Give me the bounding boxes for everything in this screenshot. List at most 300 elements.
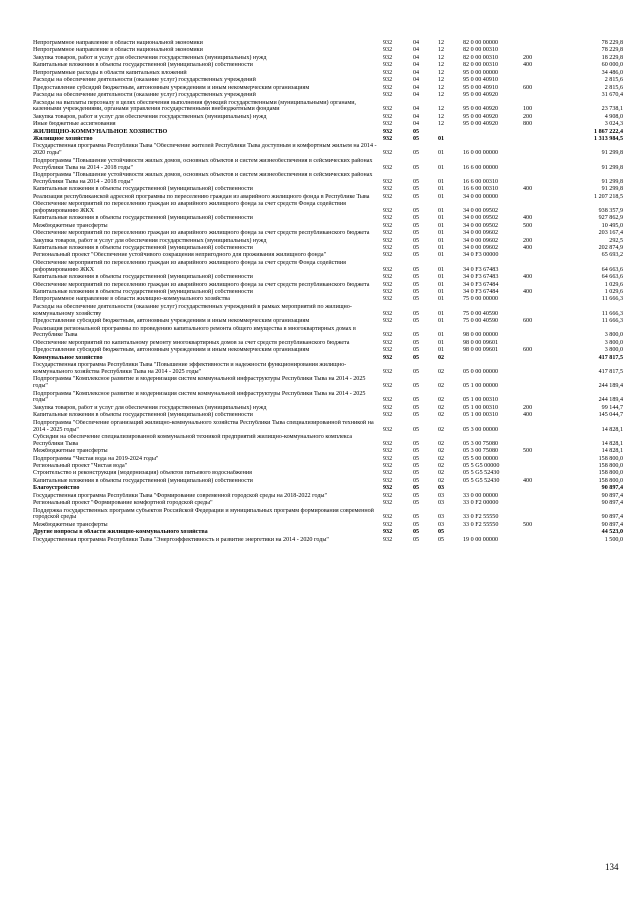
section-code: 05 bbox=[413, 470, 420, 477]
amount: 3 800,0 bbox=[604, 347, 623, 354]
subsection-code: 01 bbox=[438, 178, 445, 185]
target-article-code: 95 0 00 40910 bbox=[463, 84, 499, 91]
subsection-code: 02 bbox=[438, 412, 445, 419]
row-name: ЖИЛИЩНО-КОММУНАЛЬНОЕ ХОЗЯЙСТВО bbox=[33, 128, 168, 135]
ved-code: 932 bbox=[383, 339, 393, 346]
ved-code: 932 bbox=[383, 477, 393, 484]
amount: 14 828,1 bbox=[601, 448, 623, 455]
ved-code: 932 bbox=[383, 289, 393, 296]
amount: 11 666,3 bbox=[601, 310, 623, 317]
table-row bbox=[33, 456, 623, 463]
amount: 11 666,3 bbox=[601, 318, 623, 325]
ved-code: 932 bbox=[383, 318, 393, 325]
expense-type-code bbox=[523, 326, 551, 340]
expense-type-code bbox=[523, 136, 551, 143]
row-name: Капитальные вложения в объекты государственной (муниципальной) собственности bbox=[33, 245, 253, 252]
target-article-code: 34 0 00 00000 bbox=[463, 193, 499, 200]
expense-type-code bbox=[523, 129, 551, 136]
row-name: Подпрограмма "Комплексное развитие и модернизация систем коммунальной инфраструктуры Республики Тыва на 2014 - 2025 годы" bbox=[33, 390, 366, 404]
ved-code: 932 bbox=[383, 354, 393, 361]
ved-code: 932 bbox=[383, 230, 393, 237]
amount: 99 144,7 bbox=[601, 404, 623, 411]
expense-type-code bbox=[523, 172, 551, 186]
target-article-code: 95 0 00 40920 bbox=[463, 106, 499, 113]
amount: 158 800,0 bbox=[598, 463, 623, 470]
table-row bbox=[33, 40, 623, 47]
section-code: 05 bbox=[413, 128, 420, 135]
ved-code: 932 bbox=[383, 193, 393, 200]
subsection-code: 01 bbox=[438, 281, 445, 288]
ved-code: 932 bbox=[383, 470, 393, 477]
row-name: Капитальные вложения в объекты государственной (муниципальной) собственности bbox=[33, 215, 253, 222]
target-article-code: 98 0 00 09601 bbox=[463, 347, 499, 354]
target-article-code: 05 1 00 00000 bbox=[463, 383, 499, 390]
row-name: Государственная программа Республики Тыва "Обеспечение жителей Республики Тыва доступным и комфортным жильем на 2014 - 2020 годы" bbox=[33, 143, 377, 157]
amount: 244 189,4 bbox=[598, 397, 623, 404]
target-article-code: 34 0 00 09502 bbox=[463, 207, 499, 214]
table-row bbox=[33, 355, 623, 362]
ved-code: 932 bbox=[383, 92, 393, 99]
expense-type-code bbox=[523, 508, 551, 522]
table-row bbox=[33, 478, 623, 485]
expense-type-code bbox=[523, 529, 551, 536]
table-row bbox=[33, 47, 623, 54]
subsection-code: 01 bbox=[438, 310, 445, 317]
row-name: Закупка товаров, работ и услуг для обеспечения государственных (муниципальных) нужд bbox=[33, 113, 267, 120]
section-code: 04 bbox=[413, 62, 420, 69]
subsection-code: 03 bbox=[438, 521, 445, 528]
target-article-code: 05 1 00 00310 bbox=[463, 404, 499, 411]
target-article-code: 75 0 00 40590 bbox=[463, 318, 499, 325]
amount: 90 897,4 bbox=[601, 485, 623, 492]
section-code: 05 bbox=[413, 463, 420, 470]
row-name: Государственная программа Республики Тыва "Энергоэффективность и развитие энергетики на 2014 - 2020 годы" bbox=[33, 536, 329, 543]
expense-type-code bbox=[523, 456, 551, 463]
amount: 78 229,8 bbox=[601, 47, 623, 54]
section-code: 05 bbox=[413, 368, 420, 375]
subsection-code: 12 bbox=[438, 77, 445, 84]
ved-code: 932 bbox=[383, 222, 393, 229]
target-article-code: 34 0 00 09602 bbox=[463, 245, 499, 252]
ved-code: 932 bbox=[383, 521, 393, 528]
target-article-code: 05 1 00 00310 bbox=[463, 397, 499, 404]
expense-type-code: 500 bbox=[523, 222, 533, 229]
expense-type-code: 200 bbox=[523, 404, 533, 411]
expense-type-code bbox=[523, 40, 551, 47]
amount: 1 867 222,4 bbox=[594, 128, 623, 135]
section-code: 04 bbox=[413, 54, 420, 61]
section-code: 05 bbox=[413, 207, 420, 214]
ved-code: 932 bbox=[383, 40, 393, 46]
amount: 44 523,0 bbox=[601, 529, 623, 536]
expense-type-code: 400 bbox=[523, 215, 533, 222]
table-row bbox=[33, 296, 623, 303]
amount: 2 815,6 bbox=[604, 77, 623, 84]
subsection-code: 01 bbox=[438, 215, 445, 222]
section-code: 04 bbox=[413, 121, 420, 128]
amount: 23 738,1 bbox=[601, 106, 623, 113]
table-row bbox=[33, 391, 623, 405]
subsection-code: 12 bbox=[438, 106, 445, 113]
table-row bbox=[33, 136, 623, 143]
target-article-code: 82 0 00 00310 bbox=[463, 47, 499, 54]
target-article-code: 95 0 00 40920 bbox=[463, 113, 499, 120]
subsection-code: 02 bbox=[438, 354, 445, 361]
amount: 145 044,7 bbox=[598, 412, 623, 419]
section-code: 04 bbox=[413, 47, 420, 54]
expense-type-code: 800 bbox=[523, 121, 533, 128]
row-name: Капитальные вложения в объекты государственной (муниципальной) собственности bbox=[33, 186, 253, 193]
subsection-code: 01 bbox=[438, 274, 445, 281]
amount: 1 029,6 bbox=[604, 281, 623, 288]
amount: 158 800,0 bbox=[598, 470, 623, 477]
target-article-code: 19 0 00 00000 bbox=[463, 536, 499, 543]
table-row bbox=[33, 470, 623, 477]
amount: 91 299,8 bbox=[601, 186, 623, 193]
target-article-code: 33 0 F2 00000 bbox=[463, 500, 499, 507]
expense-type-code: 400 bbox=[523, 245, 533, 252]
expense-type-code: 400 bbox=[523, 274, 533, 281]
subsection-code: 03 bbox=[438, 492, 445, 499]
ved-code: 932 bbox=[383, 500, 393, 507]
ved-code: 932 bbox=[383, 448, 393, 455]
expense-type-code bbox=[523, 158, 551, 172]
row-name: Непрограммное направление в области жилищно-коммунального хозяйства bbox=[33, 296, 230, 303]
section-code: 05 bbox=[413, 500, 420, 507]
section-code: 04 bbox=[413, 106, 420, 113]
amount: 244 189,4 bbox=[598, 383, 623, 390]
target-article-code bbox=[463, 136, 523, 143]
subsection-code: 01 bbox=[438, 193, 445, 200]
target-article-code bbox=[463, 129, 523, 136]
amount: 91 299,8 bbox=[601, 178, 623, 185]
table-row bbox=[33, 529, 623, 536]
ved-code: 932 bbox=[383, 485, 393, 492]
table-row bbox=[33, 92, 623, 99]
section-code: 05 bbox=[413, 485, 420, 492]
amount: 3 800,0 bbox=[604, 339, 623, 346]
expense-type-code: 400 bbox=[523, 477, 533, 484]
amount: 31 670,4 bbox=[601, 92, 623, 99]
subsection-code: 01 bbox=[438, 266, 445, 273]
expense-type-code bbox=[523, 500, 551, 507]
ved-code: 932 bbox=[383, 368, 393, 375]
subsection-code: 01 bbox=[438, 207, 445, 214]
table-row bbox=[33, 172, 623, 186]
section-code: 05 bbox=[413, 412, 420, 419]
expense-type-code bbox=[523, 420, 551, 434]
table-row bbox=[33, 522, 623, 529]
subsection-code: 02 bbox=[438, 463, 445, 470]
amount: 78 229,8 bbox=[601, 40, 623, 46]
ved-code: 932 bbox=[383, 62, 393, 69]
ved-code: 932 bbox=[383, 347, 393, 354]
row-name: Расходы на выплаты персоналу в целях обеспечения выполнения функций государственными (муниципальными) органами, казенными учреждениями, органами управления государственными внебюджетными фондами bbox=[33, 99, 356, 113]
table-row bbox=[33, 201, 623, 215]
subsection-code: 01 bbox=[438, 252, 445, 259]
target-article-code: 16 6 00 00310 bbox=[463, 186, 499, 193]
row-name: Благоустройство bbox=[33, 485, 80, 492]
expense-type-code: 600 bbox=[523, 347, 533, 354]
subsection-code: 12 bbox=[438, 84, 445, 91]
row-name: Подпрограмма "Обеспечение организаций жилищно-коммунального хозяйства Республики Тыва специализированной техникой на 2014 - 2025 годы" bbox=[33, 419, 374, 433]
ved-code: 932 bbox=[383, 281, 393, 288]
table-row bbox=[33, 186, 623, 193]
section-code: 05 bbox=[413, 252, 420, 259]
table-row bbox=[33, 362, 623, 376]
ved-code: 932 bbox=[383, 186, 393, 193]
table-row bbox=[33, 245, 623, 252]
subsection-code: 03 bbox=[438, 500, 445, 507]
target-article-code: 05 3 00 75080 bbox=[463, 448, 499, 455]
table-row bbox=[33, 223, 623, 230]
section-code: 05 bbox=[413, 383, 420, 390]
target-article-code: 95 0 00 40920 bbox=[463, 92, 499, 99]
ved-code: 932 bbox=[383, 412, 393, 419]
expense-type-code bbox=[523, 70, 551, 77]
ved-code: 932 bbox=[383, 69, 393, 76]
ved-code: 932 bbox=[383, 296, 393, 303]
amount: 91 299,8 bbox=[601, 164, 623, 171]
amount: 90 897,4 bbox=[601, 500, 623, 507]
amount: 158 800,0 bbox=[598, 455, 623, 462]
ved-code: 932 bbox=[383, 150, 393, 157]
section-code: 05 bbox=[413, 397, 420, 404]
subsection-code bbox=[438, 129, 463, 136]
table-row bbox=[33, 304, 623, 318]
table-row bbox=[33, 500, 623, 507]
subsection-code: 05 bbox=[438, 529, 445, 536]
row-name: Иные бюджетные ассигнования bbox=[33, 121, 116, 128]
target-article-code: 05 5 G5 52430 bbox=[463, 477, 500, 484]
target-article-code: 05 1 00 00310 bbox=[463, 412, 499, 419]
amount: 4 908,0 bbox=[604, 113, 623, 120]
subsection-code: 05 bbox=[438, 536, 445, 543]
row-name: Поддержка государственных программ субъектов Российской Федерации и муниципальных программ формирования современной городской среды bbox=[33, 507, 374, 521]
row-name: Непрограммное направление в области национальной экономики bbox=[33, 40, 203, 46]
target-article-code: 16 6 00 00310 bbox=[463, 178, 499, 185]
target-article-code: 34 0 00 09502 bbox=[463, 222, 499, 229]
table-row bbox=[33, 194, 623, 201]
table-row bbox=[33, 412, 623, 419]
row-name: Обеспечение мероприятий по переселению граждан из аварийного жилищного фонда за счет средств республиканского бюджета bbox=[33, 281, 370, 288]
row-name: Закупка товаров, работ и услуг для обеспечения государственных (муниципальных) нужд bbox=[33, 237, 267, 244]
page-number: 134 bbox=[605, 862, 619, 872]
amount: 2 815,6 bbox=[604, 84, 623, 91]
ved-code: 932 bbox=[383, 266, 393, 273]
row-name: Государственная программа Республики Тыва "Повышение эффективности и надежности функционирования жилищно-коммунального хозяйства Республики Тыва на 2014 - 2025 годы" bbox=[33, 362, 347, 375]
target-article-code: 16 6 00 00000 bbox=[463, 164, 499, 171]
amount: 292,5 bbox=[609, 237, 623, 244]
target-article-code: 95 0 00 40910 bbox=[463, 77, 499, 84]
table-row bbox=[33, 420, 623, 434]
expense-type-code bbox=[523, 230, 551, 237]
target-article-code: 34 0 00 09502 bbox=[463, 215, 499, 222]
expense-type-code: 500 bbox=[523, 448, 533, 455]
table-row bbox=[33, 230, 623, 237]
table-row bbox=[33, 347, 623, 354]
ved-code: 932 bbox=[383, 207, 393, 214]
expense-type-code: 600 bbox=[523, 84, 533, 91]
expense-type-code: 200 bbox=[523, 113, 533, 120]
expense-type-code bbox=[523, 296, 551, 303]
row-name: Предоставление субсидий бюджетным, автономным учреждениям и иным некоммерческим организациям bbox=[33, 318, 310, 325]
ved-code: 932 bbox=[383, 404, 393, 411]
target-article-code: 34 0 00 09602 bbox=[463, 230, 499, 237]
ved-code: 932 bbox=[383, 84, 393, 91]
table-row bbox=[33, 260, 623, 274]
section-code: 05 bbox=[413, 274, 420, 281]
target-article-code bbox=[463, 485, 523, 492]
section-code: 05 bbox=[413, 281, 420, 288]
subsection-code: 03 bbox=[438, 514, 445, 521]
section-code: 04 bbox=[413, 92, 420, 99]
table-row bbox=[33, 85, 623, 92]
amount: 60 000,0 bbox=[601, 62, 623, 69]
expense-type-code bbox=[523, 194, 551, 201]
ved-code: 932 bbox=[383, 128, 393, 135]
section-code: 05 bbox=[413, 404, 420, 411]
target-article-code: 98 0 00 09601 bbox=[463, 339, 499, 346]
amount: 203 167,4 bbox=[598, 230, 623, 237]
subsection-code: 12 bbox=[438, 69, 445, 76]
expense-type-code: 400 bbox=[523, 62, 533, 69]
ved-code: 932 bbox=[383, 136, 393, 143]
section-code: 04 bbox=[413, 77, 420, 84]
ved-code: 932 bbox=[383, 47, 393, 54]
amount: 14 828,1 bbox=[601, 426, 623, 433]
expense-type-code bbox=[523, 340, 551, 347]
table-row bbox=[33, 463, 623, 470]
table-row bbox=[33, 282, 623, 289]
ved-code: 932 bbox=[383, 113, 393, 120]
expense-type-code bbox=[523, 485, 551, 492]
row-name: Капитальные вложения в объекты государственной (муниципальной) собственности bbox=[33, 477, 253, 484]
section-code: 05 bbox=[413, 529, 420, 536]
amount: 90 897,4 bbox=[601, 514, 623, 521]
table-row bbox=[33, 100, 623, 114]
ved-code: 932 bbox=[383, 178, 393, 185]
section-code: 05 bbox=[413, 477, 420, 484]
target-article-code bbox=[463, 529, 523, 536]
subsection-code: 12 bbox=[438, 40, 445, 46]
ved-code: 932 bbox=[383, 514, 393, 521]
amount: 158 800,0 bbox=[598, 477, 623, 484]
section-code: 05 bbox=[413, 266, 420, 273]
ved-code: 932 bbox=[383, 455, 393, 462]
subsection-code: 01 bbox=[438, 347, 445, 354]
row-name: Субсидии на обеспечение специализированной коммунальной техникой предприятий жилищно-коммунального комплекса Республики Тыва bbox=[33, 433, 353, 447]
row-name: Региональный проект "Чистая вода" bbox=[33, 463, 128, 470]
target-article-code: 75 0 00 40590 bbox=[463, 310, 499, 317]
subsection-code: 12 bbox=[438, 62, 445, 69]
ved-code: 932 bbox=[383, 310, 393, 317]
amount: 64 663,6 bbox=[601, 266, 623, 273]
ved-code: 932 bbox=[383, 164, 393, 171]
row-name: Обеспечение мероприятий по переселению граждан из аварийного жилищного фонда за счет средств Фонда содействия реформированию ЖКХ bbox=[33, 259, 346, 273]
subsection-code: 01 bbox=[438, 136, 445, 143]
section-code: 05 bbox=[413, 222, 420, 229]
subsection-code: 02 bbox=[438, 448, 445, 455]
expense-type-code: 400 bbox=[523, 412, 533, 419]
amount: 10 495,0 bbox=[601, 222, 623, 229]
target-article-code: 95 0 00 40920 bbox=[463, 121, 499, 128]
row-name: Капитальные вложения в объекты государственной (муниципальной) собственности bbox=[33, 289, 253, 296]
target-article-code: 34 0 F3 00000 bbox=[463, 252, 499, 259]
table-row bbox=[33, 289, 623, 296]
table-row bbox=[33, 143, 623, 157]
section-code: 05 bbox=[413, 193, 420, 200]
table-row bbox=[33, 448, 623, 455]
row-name: Капитальные вложения в объекты государственной (муниципальной) собственности bbox=[33, 274, 253, 281]
table-row bbox=[33, 493, 623, 500]
subsection-code: 02 bbox=[438, 470, 445, 477]
subsection-code: 01 bbox=[438, 186, 445, 193]
subsection-code: 01 bbox=[438, 296, 445, 303]
expense-type-code bbox=[523, 537, 551, 544]
section-code: 05 bbox=[413, 318, 420, 325]
section-code: 05 bbox=[413, 230, 420, 237]
row-name: Подпрограмма "Повышение устойчивости жилых домов, основных объектов и систем жизнеобеспечения в сейсмических районах Республики Тыва на 2014 - 2018 годы" bbox=[33, 157, 373, 171]
section-code: 05 bbox=[413, 440, 420, 447]
row-name: Капитальные вложения в объекты государственной (муниципальной) собственности bbox=[33, 62, 253, 69]
table-row bbox=[33, 70, 623, 77]
table-row bbox=[33, 114, 623, 121]
expense-type-code bbox=[523, 252, 551, 259]
target-article-code: 82 0 00 00310 bbox=[463, 54, 499, 61]
amount: 65 693,2 bbox=[601, 252, 623, 259]
table-row bbox=[33, 252, 623, 259]
table-row bbox=[33, 340, 623, 347]
table-row bbox=[33, 274, 623, 281]
target-article-code: 75 0 00 00000 bbox=[463, 296, 499, 303]
table-row bbox=[33, 121, 623, 128]
section-code: 05 bbox=[413, 178, 420, 185]
subsection-code: 02 bbox=[438, 477, 445, 484]
ved-code: 932 bbox=[383, 529, 393, 536]
section-code: 05 bbox=[413, 514, 420, 521]
subsection-code: 02 bbox=[438, 383, 445, 390]
row-name: Закупка товаров, работ и услуг для обеспечения государственных (муниципальных) нужд bbox=[33, 404, 267, 411]
table-row bbox=[33, 62, 623, 69]
expense-type-code bbox=[523, 260, 551, 274]
target-article-code: 33 0 F2 55550 bbox=[463, 514, 499, 521]
target-article-code: 98 0 00 00000 bbox=[463, 332, 499, 339]
amount: 34 486,0 bbox=[601, 69, 623, 76]
target-article-code: 05 0 00 00000 bbox=[463, 368, 499, 375]
ved-code: 932 bbox=[383, 77, 393, 84]
row-name: Региональный проект "Обеспечение устойчивого сокращения непригодного для проживания жилищного фонда" bbox=[33, 252, 327, 259]
table-row bbox=[33, 376, 623, 390]
row-name: Расходы на обеспечение деятельности (оказание услуг) государственных учреждений bbox=[33, 77, 256, 84]
subsection-code: 02 bbox=[438, 426, 445, 433]
row-name: Подпрограмма "Комплексное развитие и модернизация систем коммунальной инфраструктуры Республики Тыва на 2014 - 2025 годы" bbox=[33, 376, 366, 390]
expense-type-code bbox=[523, 201, 551, 215]
row-name: Реализация региональной программы по проведению капитального ремонта общего имущества в многоквартирных домах в Республике Тыва bbox=[33, 325, 356, 339]
expense-type-code: 200 bbox=[523, 237, 533, 244]
section-code: 05 bbox=[413, 136, 420, 143]
expense-type-code bbox=[523, 391, 551, 405]
ved-code: 932 bbox=[383, 121, 393, 128]
amount: 927 862,9 bbox=[598, 215, 623, 222]
subsection-code: 01 bbox=[438, 339, 445, 346]
expense-type-code bbox=[523, 362, 551, 376]
amount: 3 800,0 bbox=[604, 332, 623, 339]
row-name: Региональный проект "Формирование комфортной городской среды" bbox=[33, 500, 213, 507]
row-name: Реализация республиканской адресной программы по переселению граждан из аварийного жилищного фонда в Республике Тыва bbox=[33, 193, 370, 200]
subsection-code: 12 bbox=[438, 113, 445, 120]
budget-table bbox=[33, 40, 623, 544]
